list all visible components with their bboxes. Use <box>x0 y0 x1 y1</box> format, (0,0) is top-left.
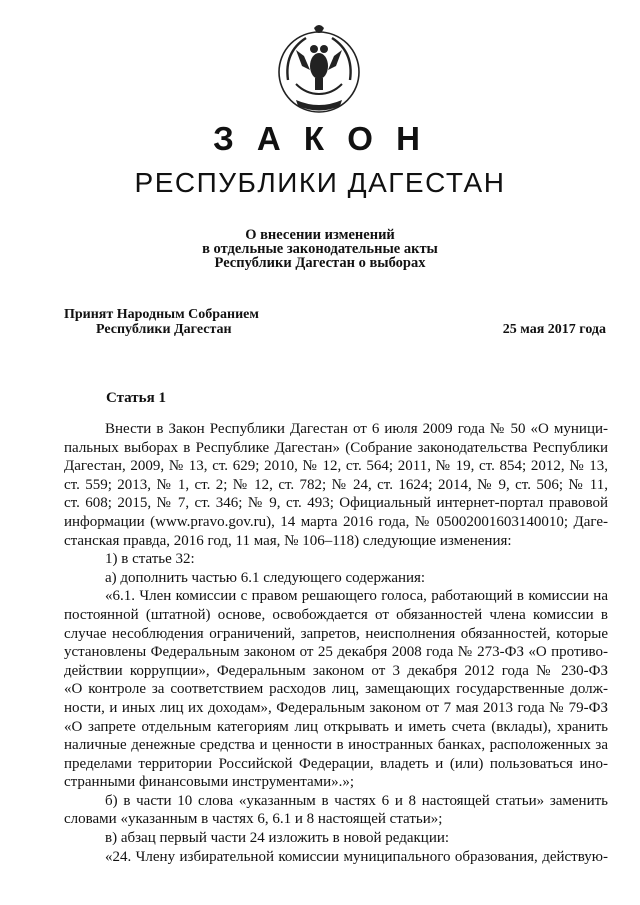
body-line: странными финансовыми инструментами».»; <box>64 774 355 791</box>
body-line: ности, и иных лиц их доходам», Федеральным законом от 7 мая 2013 года № 79-ФЗ <box>64 699 608 716</box>
body-line: а) дополнить частью 6.1 следующего содержания: <box>105 569 426 586</box>
adoption-date: 25 мая 2017 года <box>502 322 606 337</box>
body-line: «6.1. Член комиссии с правом решающего голоса, работающий в комиссии на <box>105 588 608 605</box>
body-line: случае несоблюдения ограничений, запретов, неисполнения обязанностей, которые <box>64 625 608 642</box>
body-line: станская правда, 2016 год, 11 мая, № 106–118) следующие изменения: <box>64 532 512 549</box>
body-line: пальных выборах в Республике Дагестан» (Собрание законодательства Республики <box>64 439 608 456</box>
body-line: ст. 608; 2015, № 7, ст. 346; № 9, ст. 493; Официальный интернет-портал правовой <box>64 495 608 512</box>
body-line: наличные денежные средства и ценности в иностранных банках, расположенных за <box>64 737 608 754</box>
body-line: «24. Члену избирательной комиссии муниципального образования, действую- <box>105 848 608 865</box>
body-line: Дагестан, 2009, № 13, ст. 629; 2010, № 12, ст. 564; 2011, № 19, ст. 854; 2012, № 13, <box>64 458 608 475</box>
law-title: З А К О Н <box>213 120 427 157</box>
body-line: ст. 559; 2013, № 1, ст. 2; № 12, ст. 782; № 24, ст. 1624; 2014, № 9, ст. 506; № 11, <box>64 476 608 493</box>
subtitle-line: в отдельные законодательные акты <box>202 241 438 257</box>
body-line: 1) в статье 32: <box>105 551 195 568</box>
coat-of-arms-emblem <box>276 22 362 118</box>
adopted-line: Принят Народным Собранием <box>64 307 259 322</box>
body-line: словами «указанным в частях 6, 6.1 и 8 настоящей статьи»; <box>64 811 443 828</box>
body-line: установлены Федеральным законом от 25 декабря 2008 года № 273-ФЗ «О противо- <box>64 644 608 661</box>
body-line: в) абзац первый части 24 изложить в новой редакции: <box>105 830 450 847</box>
body-line: «О запрете отдельным категориям лиц открывать и иметь счета (вклады), хранить <box>64 718 608 735</box>
subtitle-line: Республики Дагестан о выборах <box>214 255 426 271</box>
subtitle-line: О внесении изменений <box>245 227 395 243</box>
body-line: информации (www.pravo.gov.ru), 14 марта 2016 года, № 05002001603140010; Даге- <box>64 513 608 530</box>
body-line: действии коррупции», Федеральным законом от 3 декабря 2012 года № 230-ФЗ <box>64 662 608 679</box>
law-subtitle <box>0 228 640 270</box>
republic-name: РЕСПУБЛИКИ ДАГЕСТАН <box>134 167 506 198</box>
adoption-statement <box>64 307 259 337</box>
adopted-line: Республики Дагестан <box>96 322 232 337</box>
article-heading: Статья 1 <box>106 390 166 406</box>
body-line: б) в части 10 слова «указанным в частях 6 и 8 настоящей статьи» заменить <box>105 792 608 809</box>
body-line: Внести в Закон Республики Дагестан от 6 июля 2009 года № 50 «О муници- <box>105 421 608 437</box>
body-line: пределами территории Российской Федерации, владеть и (или) пользоваться ино- <box>64 755 608 772</box>
body-line: «О контроле за соответствием расходов лиц, замещающих государственные долж- <box>64 681 608 698</box>
article-body <box>64 420 608 866</box>
body-line: постоянной (штатной) основе, освобождается от обязанностей члена комиссии в <box>64 606 608 623</box>
